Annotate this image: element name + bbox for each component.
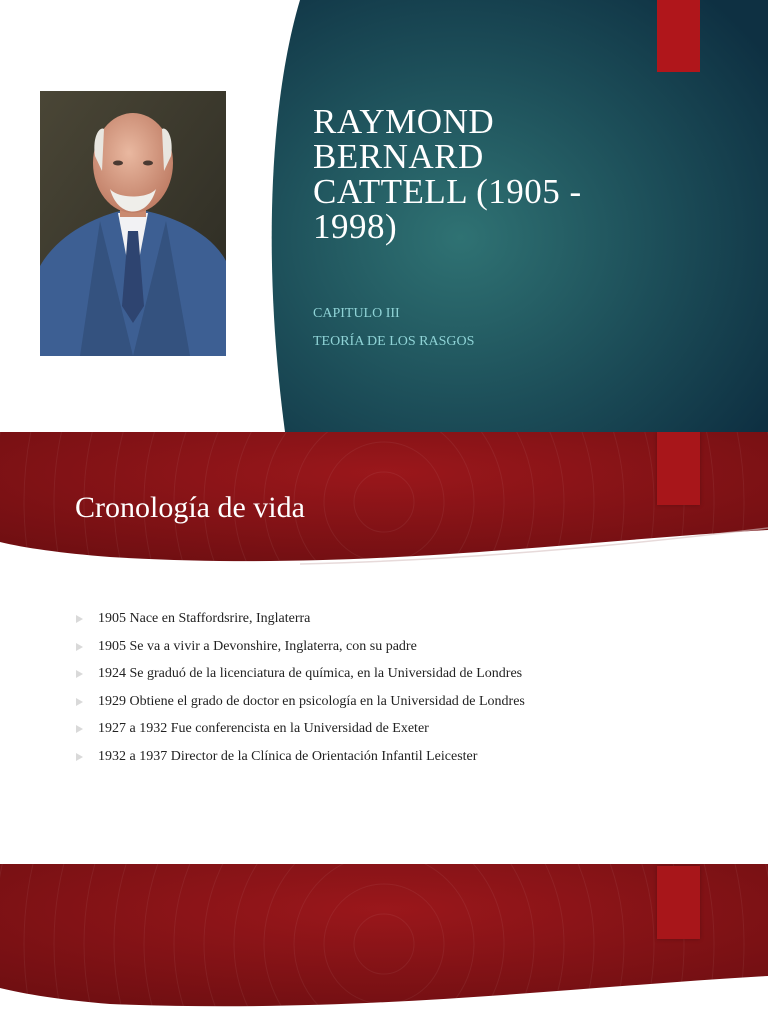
list-item (76, 610, 525, 638)
list-item-text: 1905 Se va a vivir a Devonshire, Inglaterra, con su padre (98, 638, 417, 654)
section-title: Cronología de vida (75, 491, 305, 524)
title-line: RAYMOND (313, 102, 495, 141)
title-slide (0, 0, 768, 432)
slide-title (313, 104, 613, 244)
accent-tab (657, 0, 700, 72)
list-item (76, 665, 525, 693)
triangle-bullet-icon (76, 698, 83, 706)
triangle-bullet-icon (76, 615, 83, 623)
list-item-text: 1927 a 1932 Fue conferencista en la Universidad de Exeter (98, 721, 429, 736)
list-item-text: 1905 Nace en Staffordsrire, Inglaterra (98, 611, 311, 626)
next-slide-partial (0, 864, 768, 1024)
timeline-list (76, 610, 525, 775)
list-item (76, 638, 525, 666)
triangle-bullet-icon (76, 643, 83, 651)
triangle-bullet-icon (76, 753, 83, 761)
subtitle-chapter: CAPITULO III (313, 306, 400, 321)
timeline-slide (0, 432, 768, 864)
list-item-text: 1932 a 1937 Director de la Clínica de Orientación Infantil Leicester (98, 748, 478, 764)
accent-tab (657, 432, 700, 505)
list-item-text: 1929 Obtiene el grado de doctor en psicología en la Universidad de Londres (98, 693, 525, 709)
triangle-bullet-icon (76, 670, 83, 678)
list-item (76, 693, 525, 721)
triangle-bullet-icon (76, 725, 83, 733)
title-line: 1998) (313, 207, 398, 246)
list-item (76, 720, 525, 748)
list-item (76, 748, 525, 776)
subtitle-theory: TEORÍA DE LOS RASGOS (313, 334, 475, 349)
portrait-photo (40, 91, 226, 356)
red-header-band (0, 864, 768, 1014)
title-line: BERNARD (313, 137, 484, 176)
list-item-text: 1924 Se graduó de la licenciatura de química, en la Universidad de Londres (98, 666, 523, 681)
accent-tab (657, 866, 700, 939)
title-line: CATTELL (1905 - (313, 172, 582, 211)
